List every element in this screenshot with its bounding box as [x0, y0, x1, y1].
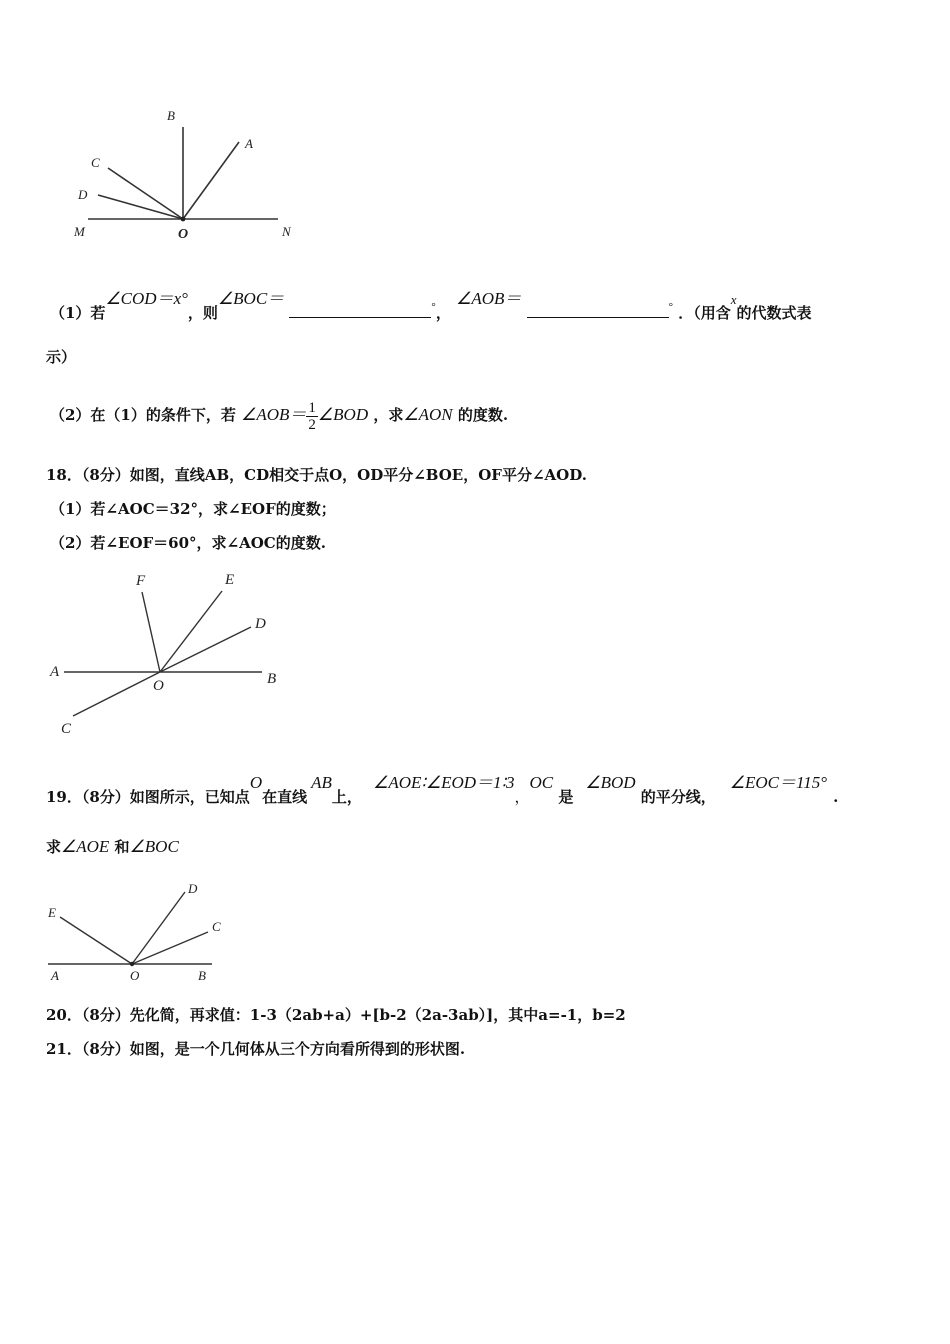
q19-ask-label: 求	[46, 838, 62, 856]
q19-prefix: 19．（8分）如图所示，已知点	[46, 788, 250, 806]
ray-oe	[60, 917, 132, 964]
point-o	[181, 217, 186, 222]
answer-blank-boc[interactable]	[289, 303, 431, 318]
q17-p1-cont: 示）	[46, 348, 77, 366]
degree-sign: °	[668, 301, 674, 313]
q17-part1-cont	[46, 347, 76, 367]
label-d: D	[78, 187, 88, 202]
math-ab: AB	[311, 773, 332, 792]
math-bod: ∠BOD	[317, 405, 369, 424]
ray-od	[98, 195, 183, 219]
q18-part1: （1）若∠AOC＝32°，求∠EOF的度数；	[50, 500, 336, 518]
math-boc: ∠BOC	[129, 837, 179, 856]
q20-text: 20．（8分）先化简，再求值：1-3（2ab+a）+[b-2（2a-3ab）]，其中a=-1，b=2	[46, 1006, 626, 1024]
q18-heading: 18．（8分）如图，直线AB，CD相交于点O，OD平分∠BOE，OF平分∠AOD.	[46, 466, 587, 484]
figure-angle-mon	[70, 100, 310, 250]
answer-blank-aob[interactable]	[527, 303, 669, 318]
fraction-denominator: 2	[308, 416, 316, 433]
q17-p1-sep1: ，则	[187, 304, 218, 322]
ray-oa	[183, 142, 239, 219]
label-b: B	[267, 671, 277, 687]
math-ratio: ∠AOE∶∠EOD＝1∶3	[373, 773, 515, 792]
ray-od	[160, 627, 251, 672]
q17-p1-suffix: 的代数式表	[736, 304, 812, 322]
ray-oe	[160, 591, 222, 672]
math-eoc: ∠EOC＝115°	[729, 773, 828, 792]
ray-oc	[108, 168, 183, 219]
ray-oc	[73, 672, 160, 716]
q19-t1: 在直线	[262, 788, 308, 806]
q19-t2: 上，	[331, 788, 362, 806]
q17-p1-sep3: ．（用含	[678, 304, 731, 322]
math-aoe: ∠AOE	[61, 837, 110, 856]
math-cod: ∠COD＝x°	[105, 289, 188, 308]
label-d: D	[188, 881, 198, 896]
fraction-half	[306, 400, 318, 433]
q17-p2-prefix: （2）在（1）的条件下，若	[50, 406, 236, 424]
label-e: E	[225, 572, 235, 588]
label-c: C	[212, 919, 221, 934]
label-a: A	[51, 968, 59, 983]
degree-sign: °	[431, 301, 436, 313]
figure-intersecting-lines	[40, 565, 300, 745]
math-oc: OC	[529, 773, 554, 792]
q17-p2-mid: ，求	[373, 406, 404, 424]
label-b: B	[167, 108, 175, 123]
q17-p2-suffix: 的度数.	[457, 406, 509, 424]
q19-t4: 的平分线，	[640, 788, 716, 806]
math-aob-eq: ∠AOB＝	[241, 405, 307, 424]
label-c: C	[91, 155, 100, 170]
fraction-numerator: 1	[308, 399, 316, 416]
q17-p1-sep2: ，	[435, 304, 451, 322]
label-d: D	[255, 616, 266, 632]
q19-comma: ，	[514, 788, 530, 806]
math-aob: ∠AOB＝	[456, 289, 522, 308]
label-e: E	[48, 905, 56, 920]
label-o: O	[130, 968, 140, 983]
point-o	[130, 962, 134, 966]
q17-part1	[50, 289, 812, 324]
label-o: O	[153, 678, 164, 694]
math-bod: ∠BOD	[585, 773, 636, 792]
math-x: x	[730, 292, 737, 307]
label-a: A	[50, 664, 60, 680]
ray-of	[142, 592, 160, 672]
label-n: N	[282, 224, 291, 239]
math-o: O	[249, 773, 263, 792]
q17-p1-prefix: （1）若	[50, 304, 106, 322]
q17-part2	[50, 393, 508, 437]
label-m: M	[74, 224, 85, 239]
q19-ask	[46, 837, 179, 857]
label-c: C	[61, 721, 72, 737]
q19-dot: .	[833, 788, 839, 806]
label-b: B	[198, 968, 206, 983]
q19-text	[46, 773, 839, 807]
q18-part2: （2）若∠EOF＝60°，求∠AOC的度数.	[50, 534, 326, 552]
q19-t3: 是	[558, 788, 574, 806]
math-aon: ∠AON	[403, 405, 453, 424]
label-f: F	[136, 573, 146, 589]
figure-angle-aob	[40, 872, 240, 987]
q21-text: 21．（8分）如图，是一个几何体从三个方向看所得到的形状图.	[46, 1040, 466, 1058]
label-o: O	[178, 227, 189, 242]
math-boc: ∠BOC＝	[217, 289, 285, 308]
label-a: A	[245, 136, 253, 151]
q19-and: 和	[114, 838, 130, 856]
